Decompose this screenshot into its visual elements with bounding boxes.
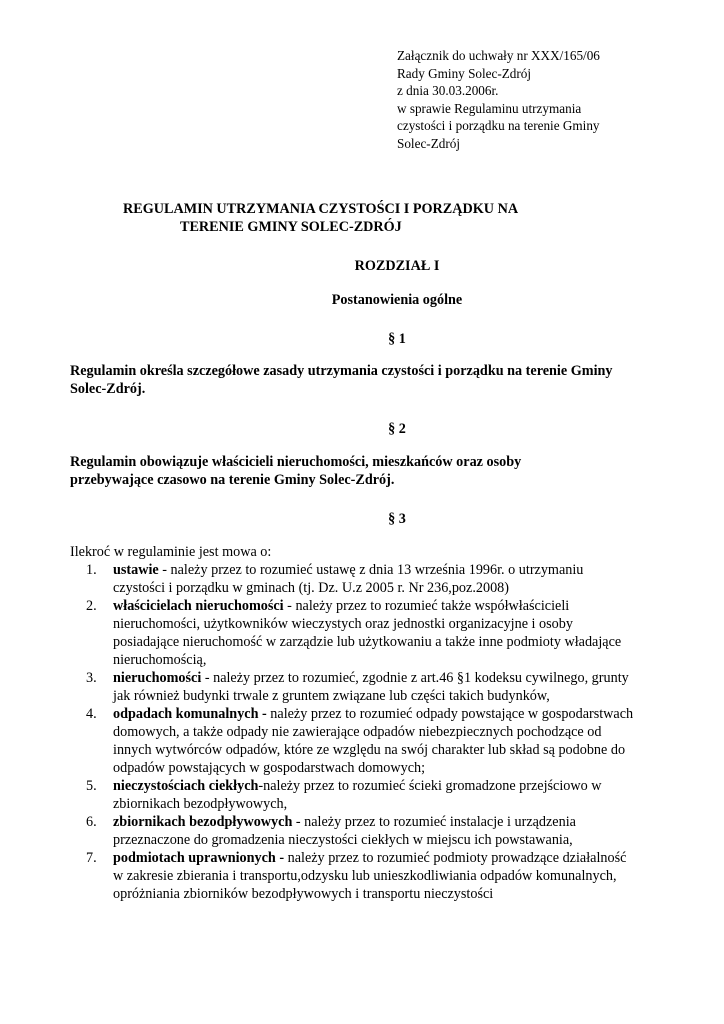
section-1-line: Solec-Zdrój. xyxy=(70,381,146,397)
defined-term: nieruchomości xyxy=(113,670,202,686)
definition-line: innych wytwórców odpadów, które ze względu na swój charakter lub skład są podobne do xyxy=(113,742,626,758)
definition-line: przeznaczone do gromadzenia nieczystości ciekłych w miejscu ich powstawania, xyxy=(113,832,573,848)
attachment-line: Załącznik do uchwały nr XXX/165/06 xyxy=(397,48,600,63)
list-item xyxy=(70,777,670,813)
definition-text: - należy przez to rozumieć także współwłaścicieli xyxy=(283,598,570,614)
list-item xyxy=(70,705,670,777)
list-item xyxy=(70,597,670,669)
attachment-line: w sprawie Regulaminu utrzymania xyxy=(397,100,582,116)
section-2-line: Regulamin obowiązuje właścicieli nieruchomości, mieszkańców oraz osoby xyxy=(70,454,522,470)
definition-line: posiadające nieruchomość w zarządzie lub użytkowaniu a także inne podmioty władające xyxy=(113,634,622,650)
title-line-1: REGULAMIN UTRZYMANIA CZYSTOŚCI I PORZĄDKU NA xyxy=(123,201,519,217)
item-number: 2. xyxy=(86,598,97,614)
definition-text: należy przez to rozumieć odpady powstające w gospodarstwach xyxy=(266,706,634,722)
definition-line: nieruchomości, użytkowników wieczystych oraz jednostki organizacyjne i osoby xyxy=(113,616,573,632)
attachment-line: Rady Gminy Solec-Zdrój xyxy=(397,65,532,81)
definitions-intro: Ilekroć w regulaminie jest mowa o: xyxy=(70,544,272,560)
definition-line: jak również budynki trwale z gruntem związane lub części takich budynków, xyxy=(113,688,550,704)
section-2-text xyxy=(70,453,660,489)
defined-term: podmiotach uprawnionych - xyxy=(113,850,285,866)
list-item xyxy=(70,669,670,705)
defined-term: zbiornikach bezodpływowych xyxy=(113,814,293,830)
item-number: 1. xyxy=(86,562,97,578)
item-number: 4. xyxy=(86,706,97,722)
definition-line: zbiornikach bezodpływowych, xyxy=(113,796,288,812)
list-item xyxy=(70,561,670,597)
attachment-line: z dnia 30.03.2006r. xyxy=(397,83,499,99)
item-number: 3. xyxy=(86,670,97,686)
attachment-note xyxy=(397,47,637,153)
definitions-list xyxy=(70,561,670,903)
list-item xyxy=(70,849,670,903)
item-number: 5. xyxy=(86,778,97,794)
definition-line: odpadów powstających w gospodarstwach domowych; xyxy=(113,760,426,776)
attachment-line: Solec-Zdrój xyxy=(397,135,460,151)
definition-line: w zakresie zbierania i transportu,odzysku lub unieszkodliwiania odpadów komunalnych, xyxy=(113,868,617,884)
item-number: 7. xyxy=(86,850,97,866)
defined-term: ustawie xyxy=(113,562,159,578)
section-mark-1: § 1 xyxy=(388,331,406,347)
definition-text: - należy przez to rozumieć, zgodnie z art.46 §1 kodeksu cywilnego, grunty xyxy=(201,670,629,686)
item-number: 6. xyxy=(86,814,97,830)
title-line-2: TERENIE GMINY SOLEC-ZDRÓJ xyxy=(180,219,402,235)
definition-line: nieruchomością, xyxy=(113,652,207,668)
defined-term: odpadach komunalnych - xyxy=(113,706,267,722)
definition-line: domowych, a także odpady nie zawierające odpadów niebezpiecznych pochodzące od xyxy=(113,724,602,740)
defined-term: nieczystościach ciekłych xyxy=(113,778,259,794)
section-2-line: przebywające czasowo na terenie Gminy Solec-Zdrój. xyxy=(70,472,395,488)
definition-line: czystości i porządku w gminach (tj. Dz. U.z 2005 r. Nr 236,poz.2008) xyxy=(113,580,509,596)
section-mark-2: § 2 xyxy=(388,421,406,437)
chapter-heading: ROZDZIAŁ I xyxy=(354,258,440,274)
definition-text: należy przez to rozumieć podmioty prowadzące działalność xyxy=(284,850,627,866)
list-item xyxy=(70,813,670,849)
definition-text: -należy przez to rozumieć ścieki gromadzone przejściowo w xyxy=(258,778,602,794)
section-1-text xyxy=(70,362,660,398)
definition-text: - należy przez to rozumieć instalacje i urządzenia xyxy=(292,814,576,830)
definition-text: - należy przez to rozumieć ustawę z dnia 13 września 1996r. o utrzymaniu xyxy=(158,562,584,578)
definition-line: opróżniania zbiorników bezodpływowych i transportu nieczystości xyxy=(113,886,494,902)
chapter-subtitle: Postanowienia ogólne xyxy=(331,292,463,308)
section-mark-3: § 3 xyxy=(388,511,406,527)
defined-term: właścicielach nieruchomości xyxy=(113,598,284,614)
attachment-line: czystości i porządku na terenie Gminy xyxy=(397,118,600,134)
section-1-line: Regulamin określa szczegółowe zasady utrzymania czystości i porządku na terenie Gminy xyxy=(70,363,613,379)
